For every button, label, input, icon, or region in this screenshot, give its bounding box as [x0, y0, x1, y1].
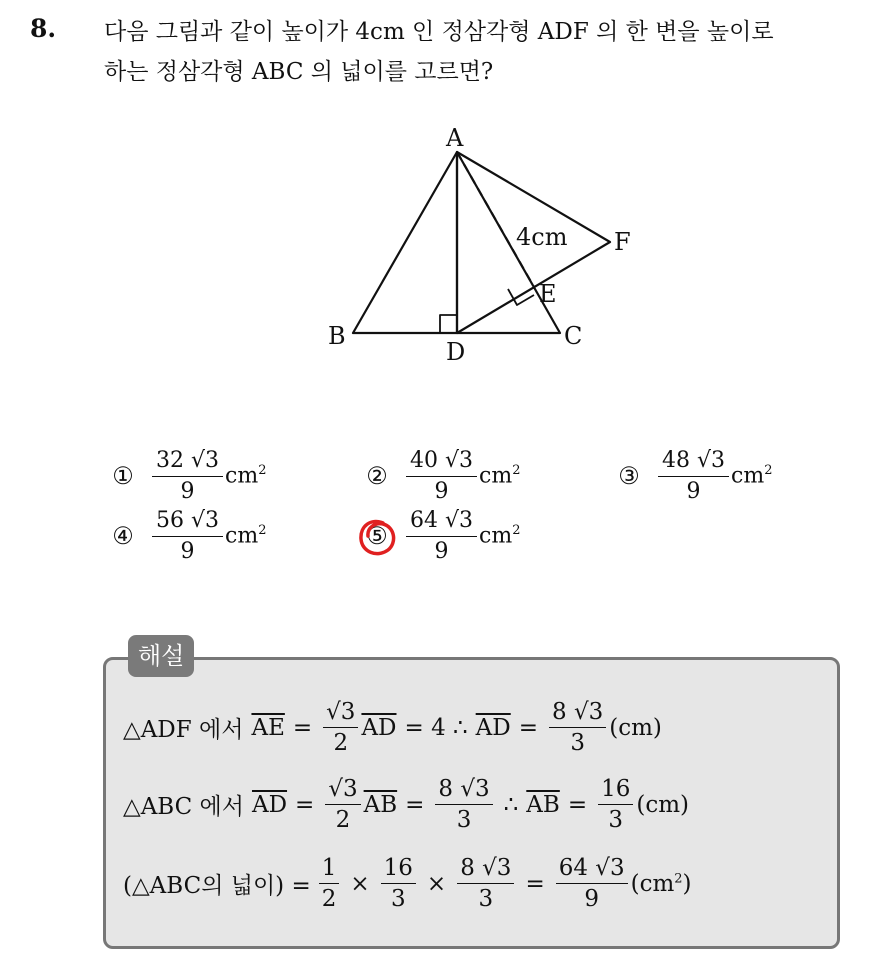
label-e: E: [539, 280, 557, 308]
choice-5[interactable]: [362, 507, 520, 565]
sol3-frac2: [381, 855, 416, 912]
choice-1-mark: ①: [112, 462, 134, 490]
right-angle-mark-e: [508, 289, 534, 305]
sol3-frac1-num: 1: [319, 855, 340, 884]
sol2-prefix: △ABC 에서: [123, 794, 244, 820]
sol3-frac2-num: 16: [381, 855, 416, 884]
choice-4-mark: ④: [112, 522, 134, 550]
question-number: 8.: [30, 14, 57, 43]
sol3-frac1-den: 2: [321, 886, 337, 912]
choice-5-numerator: 64 √3: [406, 508, 477, 537]
sol3-frac4-num: 64 √3: [556, 855, 628, 884]
choice-2-unit: $cm^2$: [479, 463, 521, 489]
sol1-frac1-den: 2: [333, 730, 349, 756]
sol1-ae: $\overline{AE}$: [251, 714, 285, 741]
choice-3-fraction: [658, 448, 729, 505]
sol2-frac2-num: 8 √3: [435, 776, 492, 805]
choice-4-numerator: 56 √3: [152, 508, 223, 537]
sol2-frac2-den: 3: [456, 807, 472, 833]
question-line-2: 하는 정삼각형 ABC 의 넓이를 고르면?: [104, 59, 494, 85]
sol2-frac3: [598, 776, 633, 833]
sol2-unit: (cm): [636, 791, 690, 818]
sol2-ab: $\overline{AB}$: [363, 791, 398, 818]
sol2-frac1: [325, 776, 360, 833]
sol1-frac2-num: 8 √3: [549, 699, 606, 728]
sol2-frac1-num: √3: [325, 776, 360, 805]
question-line-1: 다음 그림과 같이 높이가 4cm 인 정삼각형 ADF 의 한 변을 높이로: [104, 19, 774, 45]
label-b: B: [328, 322, 346, 350]
choice-4[interactable]: [108, 507, 266, 565]
choice-4-denominator: 9: [180, 538, 195, 564]
choice-1-unit: $cm^2$: [225, 463, 267, 489]
choice-1-numerator: 32 √3: [152, 448, 223, 477]
sol1-ad: $\overline{AD}$: [361, 714, 397, 741]
sol3-frac3-num: 8 √3: [457, 855, 514, 884]
sol1-ad2: $\overline{AD}$: [475, 714, 511, 741]
choice-3-numerator: 48 √3: [658, 448, 729, 477]
sol1-frac1-num: √3: [323, 699, 358, 728]
solution-line-2: [123, 776, 689, 833]
choice-5-mark: ⑤: [362, 522, 392, 550]
choice-3-unit: $cm^2$: [731, 463, 773, 489]
solution-tag: 해설: [128, 635, 194, 677]
choice-2-numerator: 40 √3: [406, 448, 477, 477]
choice-2-fraction: [406, 448, 477, 505]
solution-line-3: [123, 855, 692, 912]
choice-1[interactable]: [108, 447, 266, 505]
sol2-ab2: $\overline{AB}$: [526, 791, 560, 818]
sol3-times2: ×: [426, 870, 447, 897]
sol3-prefix: (△ABC의 넓이) =: [123, 873, 311, 899]
label-f: F: [614, 228, 631, 256]
sol2-ad: $\overline{AD}$: [251, 791, 288, 818]
sol3-times1: ×: [350, 870, 370, 897]
choice-4-unit: $cm^2$: [225, 523, 267, 549]
sol1-therefore: = 4 ∴: [404, 714, 468, 741]
triangle-diagram: [0, 0, 884, 420]
sol2-frac3-den: 3: [608, 807, 624, 833]
sol3-frac4: [556, 855, 628, 912]
choice-5-denominator: 9: [434, 538, 449, 564]
choice-1-denominator: 9: [180, 478, 195, 504]
answer-circle-mark: [353, 514, 401, 562]
sol2-eq3: =: [567, 791, 588, 818]
answer-circle-stroke: [361, 521, 394, 553]
sol1-unit: (cm): [609, 714, 662, 741]
sol2-therefore: ∴: [503, 791, 519, 818]
choice-4-fraction: [152, 508, 223, 565]
sol2-eq1: =: [295, 791, 315, 818]
sol3-frac3-den: 3: [478, 886, 494, 912]
choice-2[interactable]: [362, 447, 520, 505]
choice-1-fraction: [152, 448, 223, 505]
right-angle-mark-d: [440, 315, 457, 333]
choice-5-fraction: [406, 508, 477, 565]
sol3-frac1: [319, 855, 340, 912]
sol3-frac3: [457, 855, 514, 912]
sol3-eq: =: [525, 870, 545, 897]
choice-5-unit: $cm^2$: [479, 523, 521, 549]
sol2-frac2: [435, 776, 492, 833]
sol2-frac3-num: 16: [598, 776, 633, 805]
solution-line-1: [123, 699, 662, 756]
sol2-frac1-den: 2: [335, 807, 351, 833]
label-measure: 4cm: [516, 223, 568, 251]
choice-3-denominator: 9: [686, 478, 701, 504]
label-c: C: [564, 322, 583, 350]
sol1-frac2: [549, 699, 606, 756]
label-a: A: [446, 124, 464, 152]
sol1-frac2-den: 3: [570, 730, 585, 756]
sol3-frac4-den: 9: [584, 886, 599, 912]
sol3-unit: $(cm^2)$: [630, 870, 692, 897]
sol1-frac1: [323, 699, 358, 756]
sol1-prefix: △ADF 에서: [123, 717, 244, 743]
label-d: D: [446, 338, 466, 366]
sol3-frac2-den: 3: [390, 886, 406, 912]
sol1-eq2: =: [518, 714, 539, 741]
choice-3[interactable]: [614, 447, 772, 505]
sol1-eq1: =: [292, 714, 313, 741]
choice-2-mark: ②: [366, 462, 388, 490]
choice-2-denominator: 9: [434, 478, 449, 504]
sol2-eq2: =: [405, 791, 425, 818]
choice-3-mark: ③: [618, 462, 640, 490]
